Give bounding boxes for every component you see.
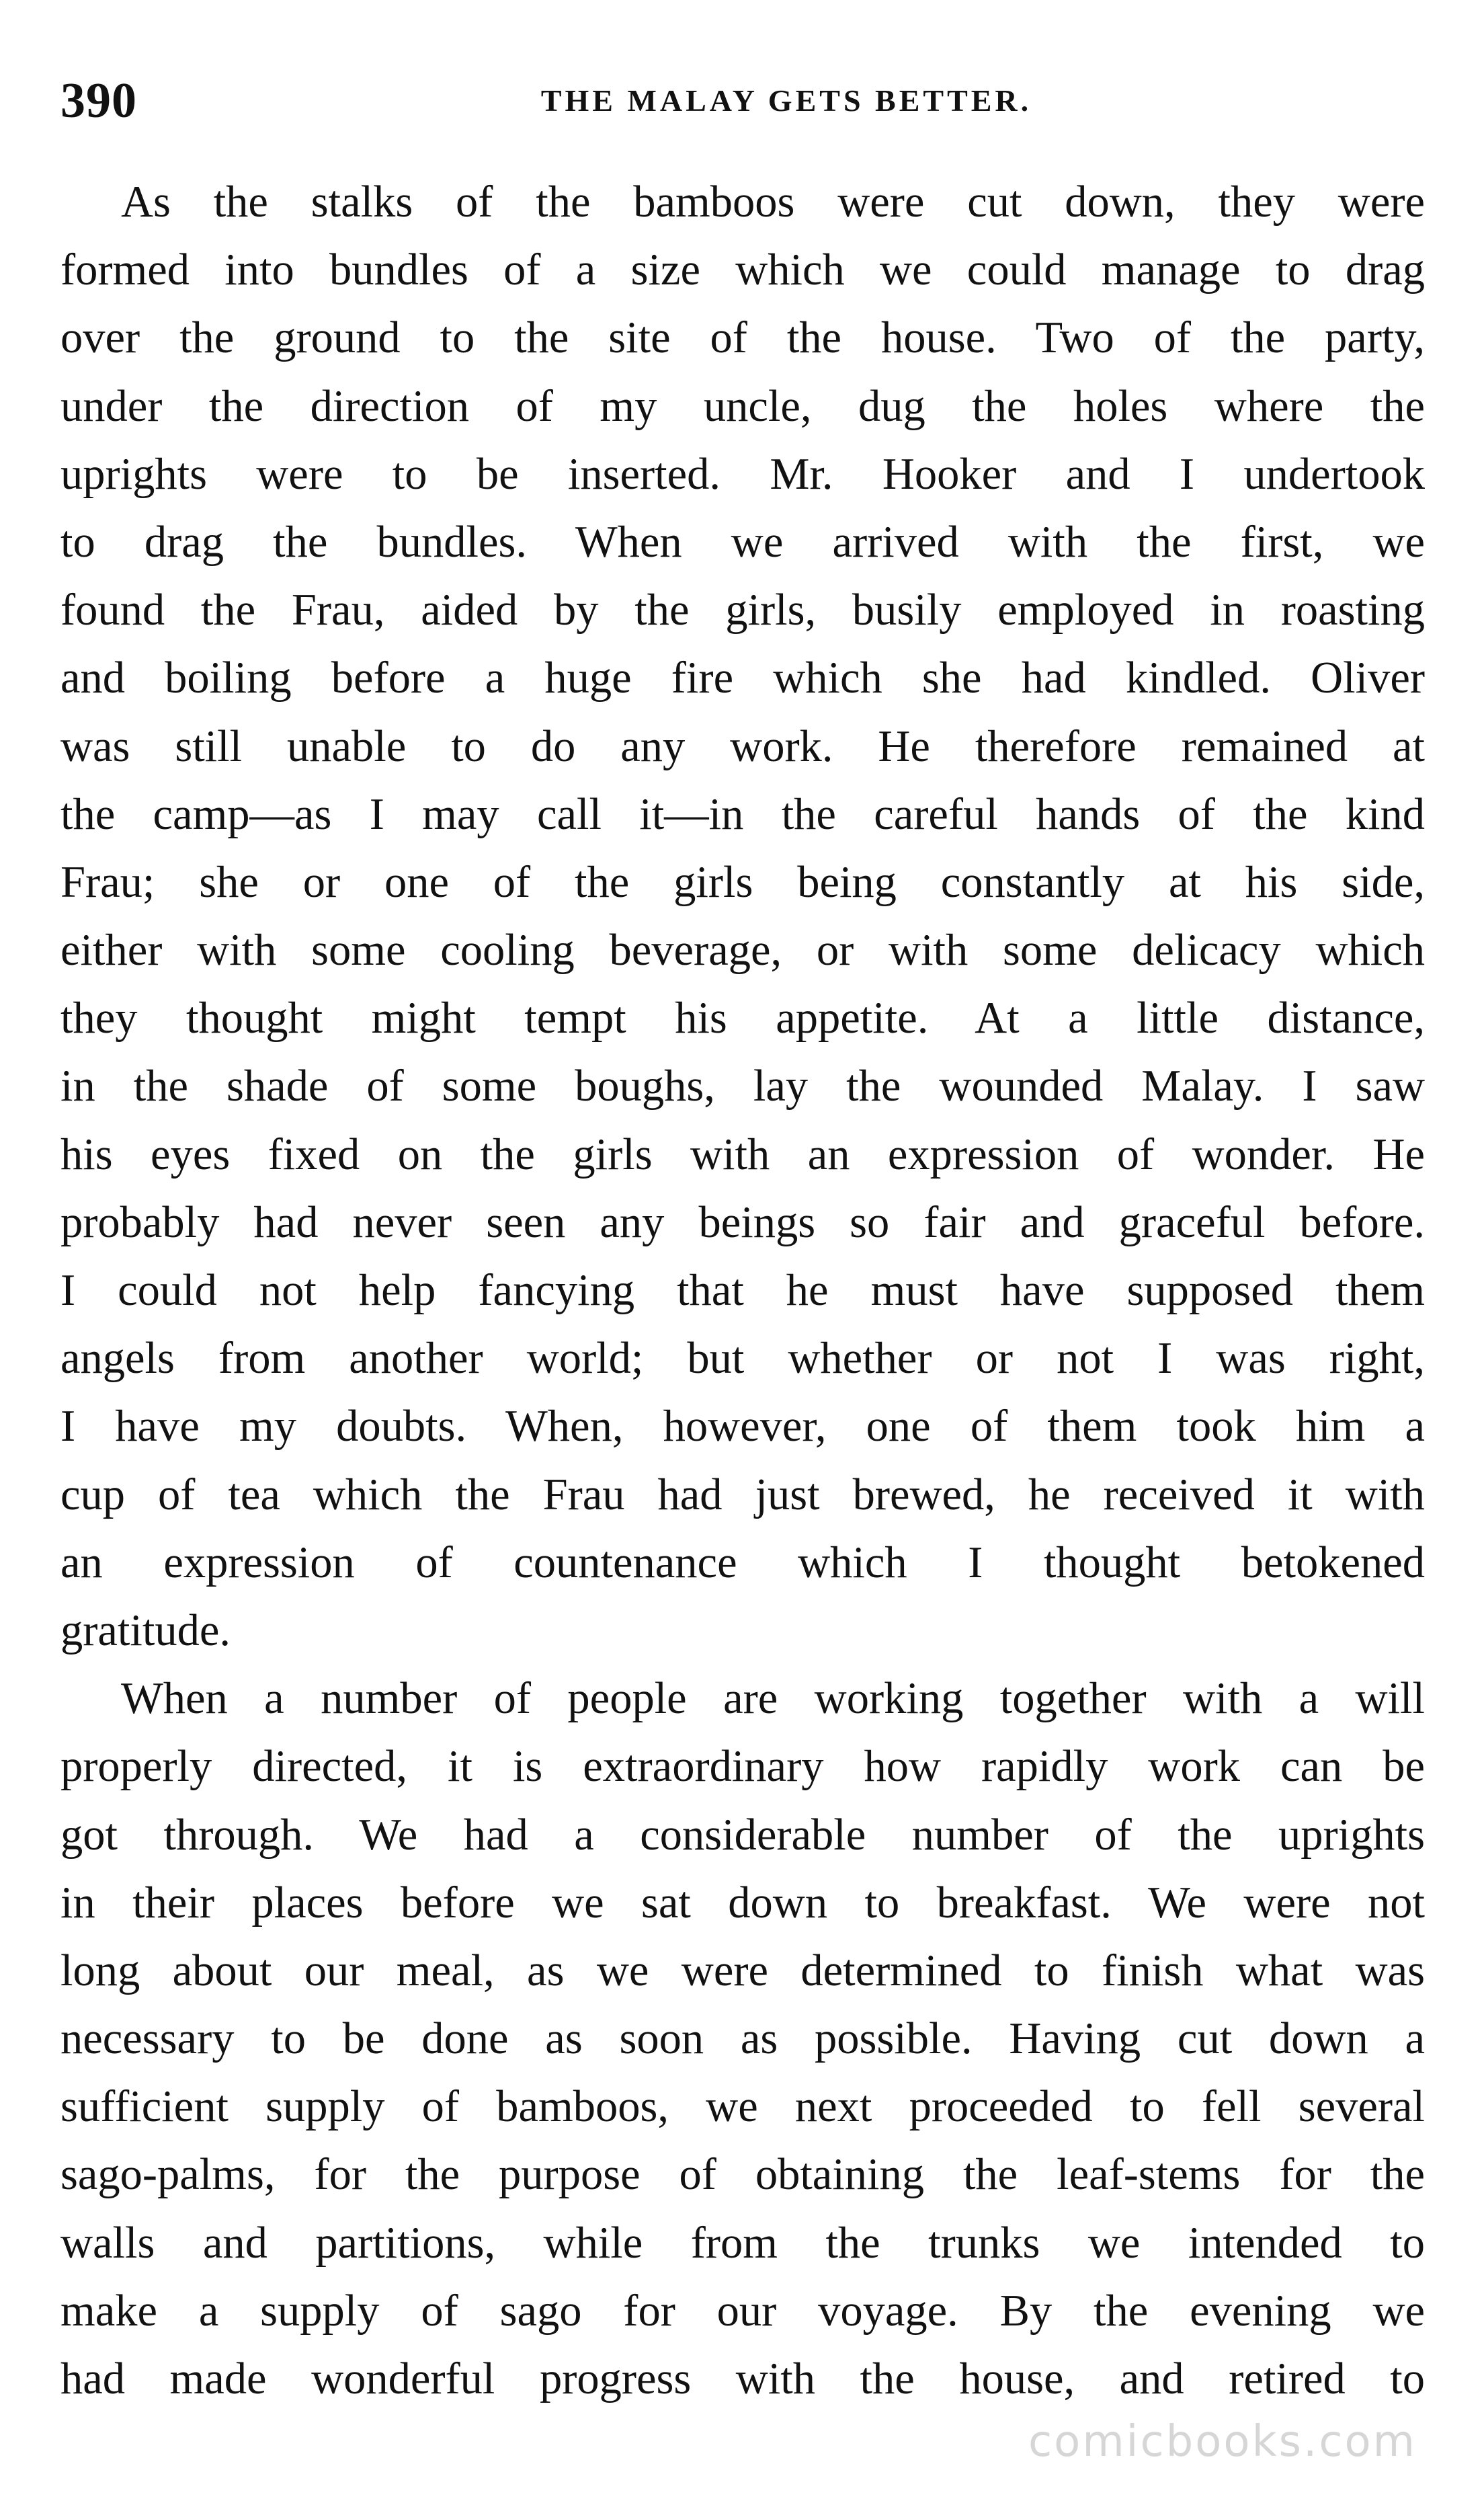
text-line: make a supply of sago for our voyage. By the evening we: [60, 2286, 1425, 2336]
text-line: As the stalks of the bamboos were cut down, they were: [121, 177, 1425, 227]
text-line: necessary to be done as soon as possible. Having cut down a: [60, 2014, 1425, 2064]
text-line: either with some cooling beverage, or with some delicacy which: [60, 926, 1425, 975]
text-line: angels from another world; but whether or not I was right,: [60, 1334, 1425, 1384]
text-line: sago-palms, for the purpose of obtaining the leaf-stems for the: [60, 2150, 1425, 2200]
text-line: to drag the bundles. When we arrived with the first, we: [60, 517, 1425, 567]
text-line: cup of tea which the Frau had just brewed, he received it with: [60, 1470, 1425, 1519]
text-line: probably had never seen any beings so fair and graceful before.: [60, 1197, 1425, 1247]
text-line: walls and partitions, while from the trunks we intended to: [60, 2218, 1425, 2268]
text-line: found the Frau, aided by the girls, busily employed in roasting: [60, 586, 1425, 635]
watermark-text: comicbooks.com: [1028, 2417, 1417, 2467]
text-line: the camp—as I may call it—in the careful hands of the kind: [60, 789, 1425, 839]
page-header: [60, 61, 1425, 141]
text-line: I could not help fancying that he must have supposed them: [60, 1266, 1425, 1315]
running-title: THE MALAY GETS BETTER.: [540, 83, 1032, 118]
text-line: had made wonderful progress with the house, and retired to: [60, 2354, 1425, 2403]
text-line: When a number of people are working together with a will: [121, 1674, 1425, 1724]
text-line: in their places before we sat down to breakfast. We were not: [60, 1878, 1425, 1927]
text-line: in the shade of some boughs, lay the wounded Malay. I saw: [60, 1062, 1425, 1111]
text-line: uprights were to be inserted. Mr. Hooker and I undertook: [60, 449, 1425, 499]
text-line: they thought might tempt his appetite. At a little distance,: [60, 994, 1425, 1043]
text-line: long about our meal, as we were determined to finish what was: [60, 1946, 1425, 1995]
text-line: an expression of countenance which I thought betokened: [60, 1538, 1425, 1587]
text-line: got through. We had a considerable number of the uprights: [60, 1810, 1425, 1860]
body-text: [60, 168, 1425, 2413]
text-line: and boiling before a huge fire which she had kindled. Oliver: [60, 653, 1425, 703]
text-line: Frau; she or one of the girls being constantly at his side,: [60, 857, 1425, 907]
page-number: 390: [60, 73, 137, 128]
text-line: under the direction of my uncle, dug the holes where the: [60, 381, 1425, 431]
text-line: sufficient supply of bamboos, we next proceeded to fell several: [60, 2082, 1425, 2132]
text-line: over the ground to the site of the house. Two of the party,: [60, 313, 1425, 363]
text-line: his eyes fixed on the girls with an expression of wonder. He: [60, 1129, 1425, 1179]
text-line: properly directed, it is extraordinary how rapidly work can be: [60, 1742, 1425, 1792]
text-line: formed into bundles of a size which we could manage to drag: [60, 245, 1425, 295]
text-line: was still unable to do any work. He therefore remained at: [60, 721, 1425, 771]
text-line: gratitude.: [60, 1605, 231, 1655]
text-line: I have my doubts. When, however, one of them took him a: [60, 1402, 1425, 1451]
